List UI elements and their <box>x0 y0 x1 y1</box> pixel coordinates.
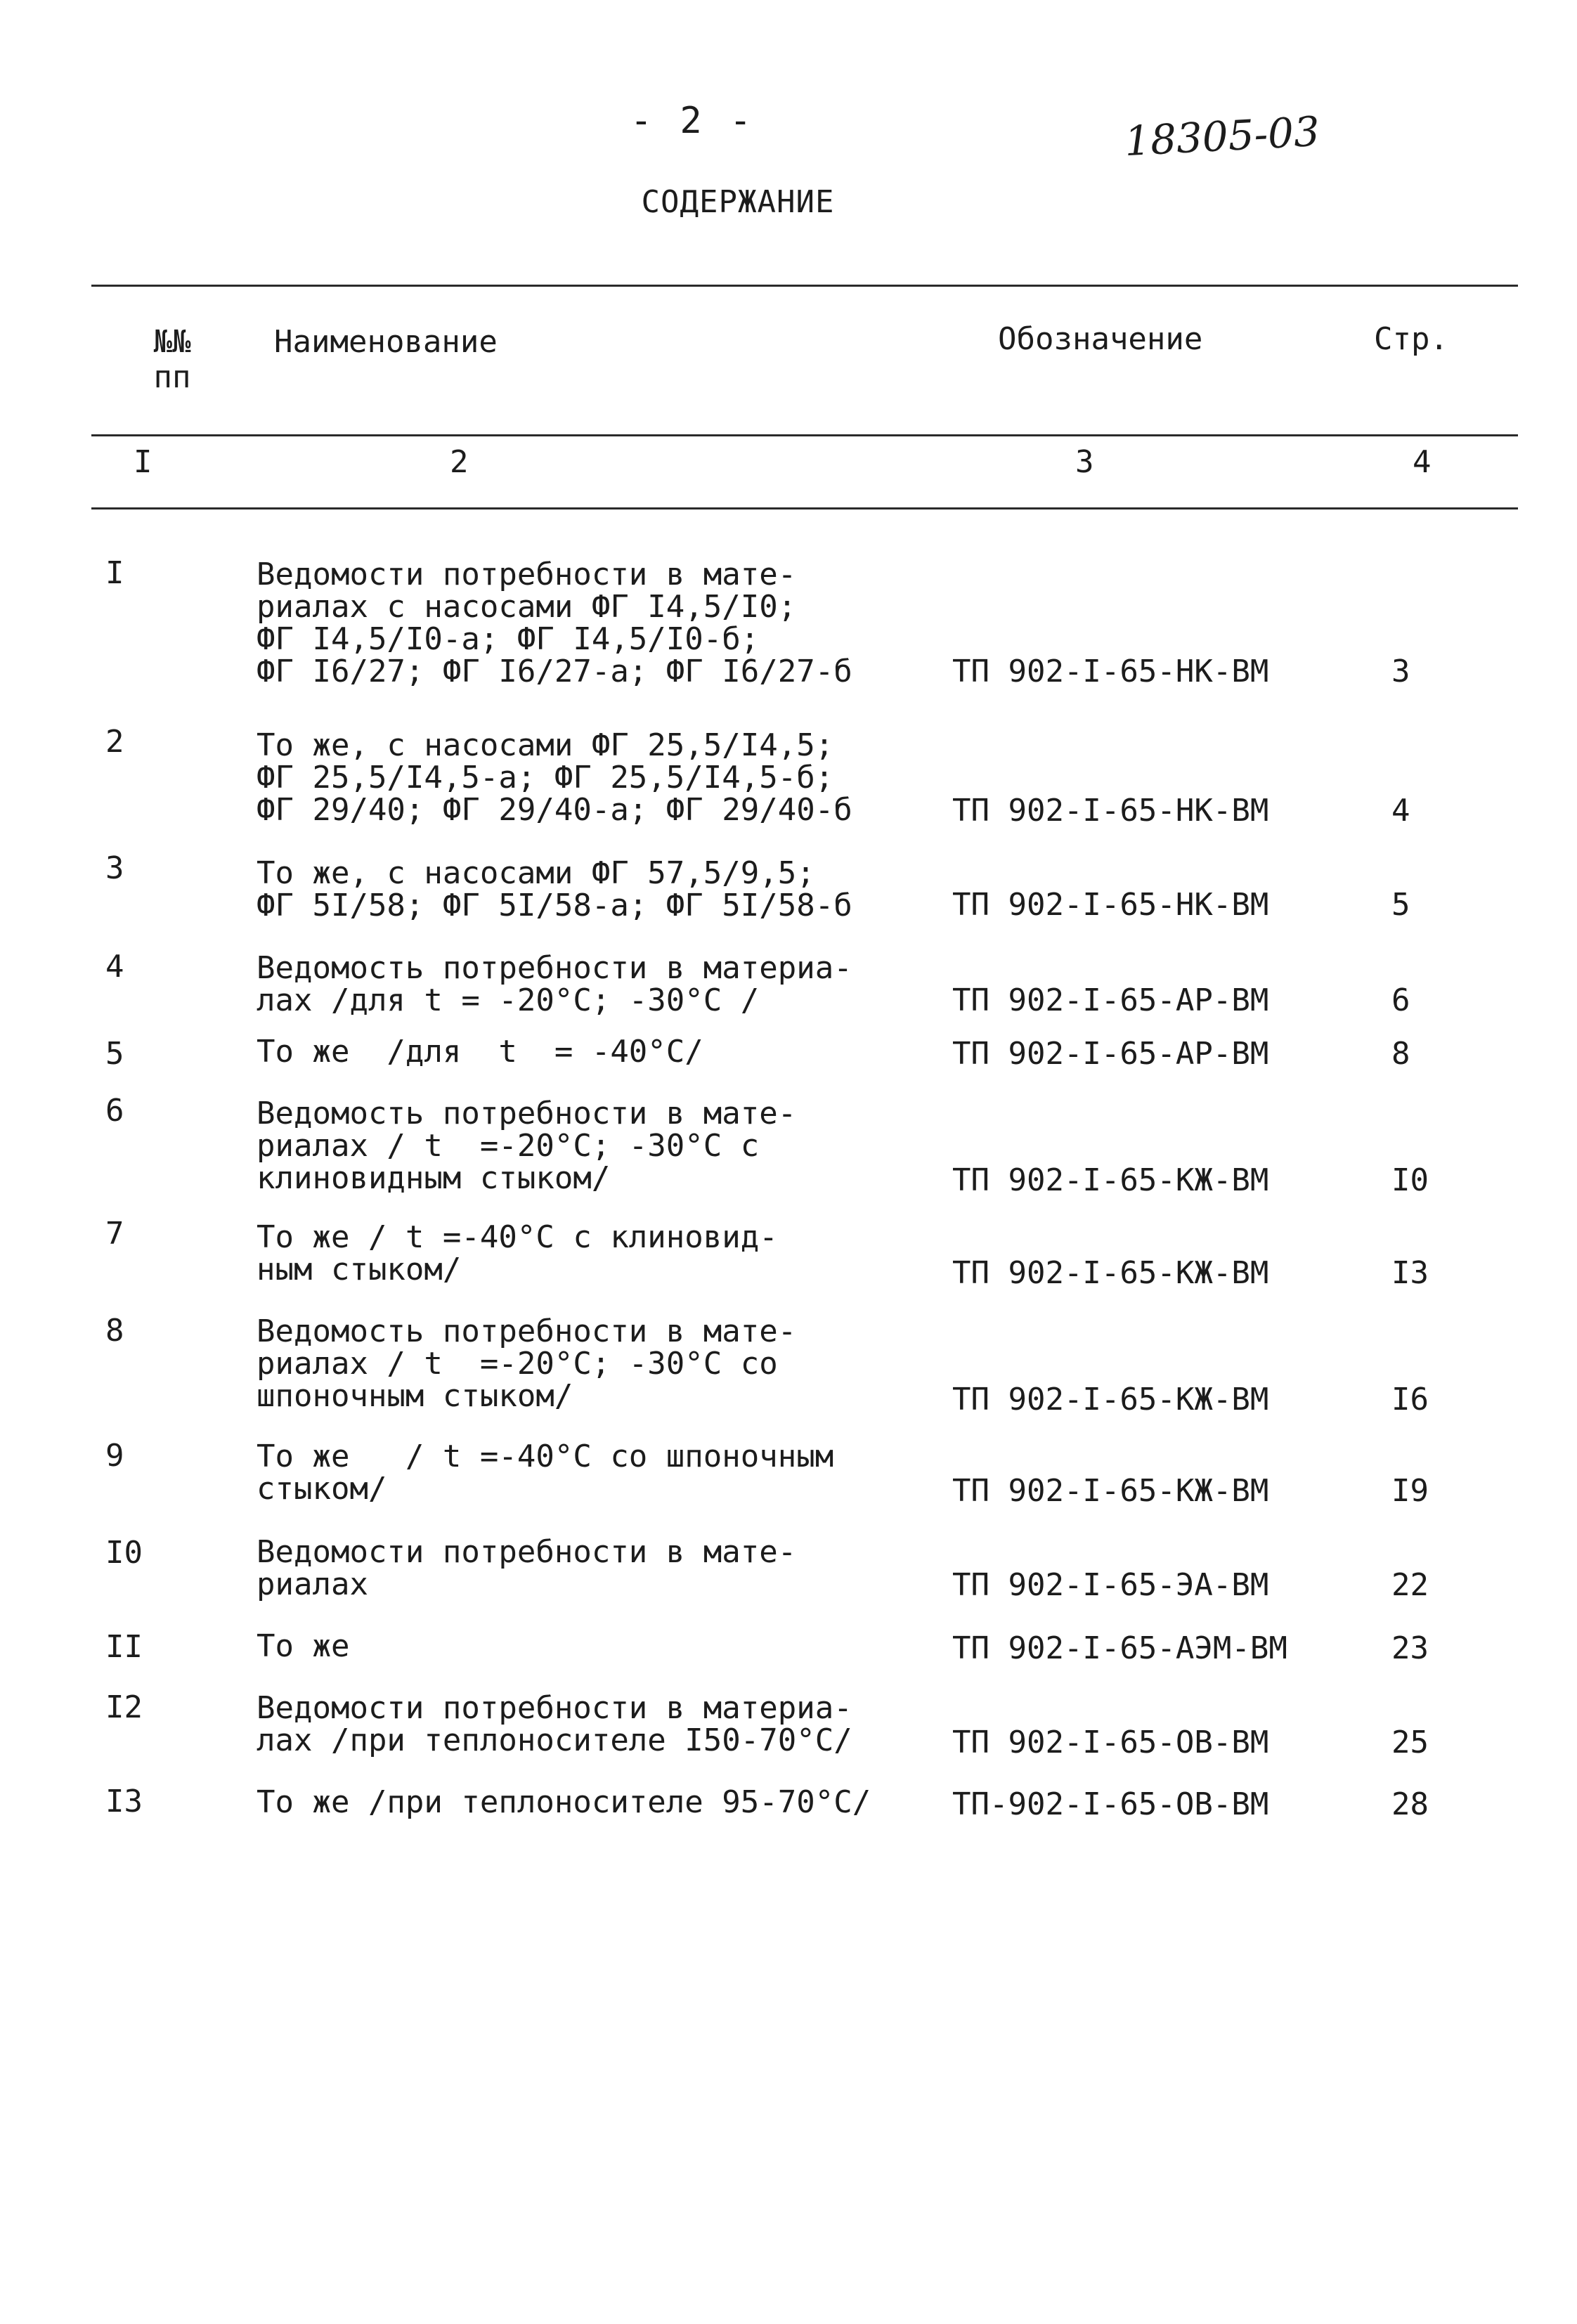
row-page: 22 <box>1391 1567 1429 1603</box>
row-code: ТП 902-I-65-КЖ-ВМ <box>952 1255 1269 1291</box>
row-code: ТП 902-I-65-НК-ВМ <box>952 887 1269 923</box>
row-code: ТП 902-I-65-АЭМ-ВМ <box>952 1630 1287 1666</box>
row-name: Ведомости потребности в материа- лах /при теплоносителе I50-70°С/ <box>257 1690 852 1758</box>
row-number: 8 <box>105 1313 124 1349</box>
row-number: I2 <box>105 1689 143 1725</box>
row-name: Ведомость потребности в материа- лах /для t = -20°С; -30°С / <box>257 950 852 1018</box>
table-top-rule <box>91 285 1518 287</box>
row-name: Ведомости потребности в мате- риалах с насосами ФГ I4,5/I0; ФГ I4,5/I0-а; ФГ I4,5/I0-б; ФГ I6/27; ФГ I6/27-а; ФГ I6/27-б <box>257 557 852 689</box>
row-name: То же, с насосами ФГ 25,5/I4,5; ФГ 25,5/I4,5-а; ФГ 25,5/I4,5-б; ФГ 29/40; ФГ 29/40-а; ФГ 29/40-б <box>257 727 852 828</box>
row-code: ТП 902-I-65-КЖ-ВМ <box>952 1382 1269 1417</box>
header-bottom-rule <box>91 434 1518 436</box>
row-code: ТП 902-I-65-НК-ВМ <box>952 654 1269 689</box>
column-number: 3 <box>1075 444 1094 480</box>
row-number: 3 <box>105 850 124 886</box>
row-name: То же / t =-40°С с клиновид- ным стыком/ <box>257 1219 778 1287</box>
row-number: I0 <box>105 1535 143 1571</box>
row-number: II <box>105 1629 143 1665</box>
row-code: ТП 902-I-65-АР-ВМ <box>952 982 1269 1018</box>
row-code: ТП 902-I-65-ОВ-ВМ <box>952 1725 1269 1760</box>
column-header-page: Стр. <box>1374 321 1448 357</box>
row-number: 4 <box>105 949 124 985</box>
row-number: 6 <box>105 1093 124 1129</box>
row-code: ТП 902-I-65-КЖ-ВМ <box>952 1162 1269 1198</box>
row-page: I9 <box>1391 1473 1429 1509</box>
row-name: То же /при теплоносителе 95-70°С/ <box>257 1784 871 1820</box>
row-page: 5 <box>1391 887 1410 923</box>
row-page: 28 <box>1391 1786 1429 1822</box>
column-header-code: Обозначение <box>998 321 1203 357</box>
row-code: ТП-902-I-65-ОВ-ВМ <box>952 1786 1269 1822</box>
row-number: 2 <box>105 724 124 760</box>
row-page: 3 <box>1391 654 1410 689</box>
column-header-num: №№ пп <box>153 324 191 395</box>
column-number: 2 <box>450 444 469 480</box>
row-code: ТП 902-I-65-АР-ВМ <box>952 1036 1269 1072</box>
row-page: 6 <box>1391 982 1410 1018</box>
row-page: 23 <box>1391 1630 1429 1666</box>
column-number: 4 <box>1413 444 1432 480</box>
row-page: I3 <box>1391 1255 1429 1291</box>
row-name: То же, с насосами ФГ 57,5/9,5; ФГ 5I/58; ФГ 5I/58-а; ФГ 5I/58-б <box>257 855 852 923</box>
row-name: То же /для t = -40°С/ <box>257 1034 703 1070</box>
row-number: 7 <box>105 1216 124 1252</box>
row-name: То же <box>257 1628 350 1664</box>
row-code: ТП 902-I-65-НК-ВМ <box>952 793 1269 829</box>
row-page: 8 <box>1391 1036 1410 1072</box>
column-header-name: Наименование <box>274 324 498 360</box>
row-page: I6 <box>1391 1382 1429 1417</box>
row-name: Ведомости потребности в мате- риалах <box>257 1534 797 1602</box>
row-number: I <box>105 555 124 591</box>
row-page: 25 <box>1391 1725 1429 1760</box>
row-number: 5 <box>105 1036 124 1072</box>
row-code: ТП 902-I-65-ЭА-ВМ <box>952 1567 1269 1603</box>
row-number: 9 <box>105 1438 124 1474</box>
document-code: 18305-03 <box>1123 107 1321 166</box>
column-number: I <box>134 444 152 480</box>
row-name: Ведомость потребности в мате- риалах / t =-20°С; -30°С с клиновидным стыком/ <box>257 1096 797 1196</box>
column-number-rule <box>91 507 1518 509</box>
row-name: То же / t =-40°С со шпоночным стыком/ <box>257 1439 834 1507</box>
row-code: ТП 902-I-65-КЖ-ВМ <box>952 1473 1269 1509</box>
page-number: - 2 - <box>630 100 755 142</box>
row-name: Ведомость потребности в мате- риалах / t =-20°С; -30°С со шпоночным стыком/ <box>257 1313 797 1414</box>
page-title: СОДЕРЖАНИЕ <box>641 184 835 220</box>
row-number: I3 <box>105 1784 143 1819</box>
row-page: I0 <box>1391 1162 1429 1198</box>
row-page: 4 <box>1391 793 1410 829</box>
